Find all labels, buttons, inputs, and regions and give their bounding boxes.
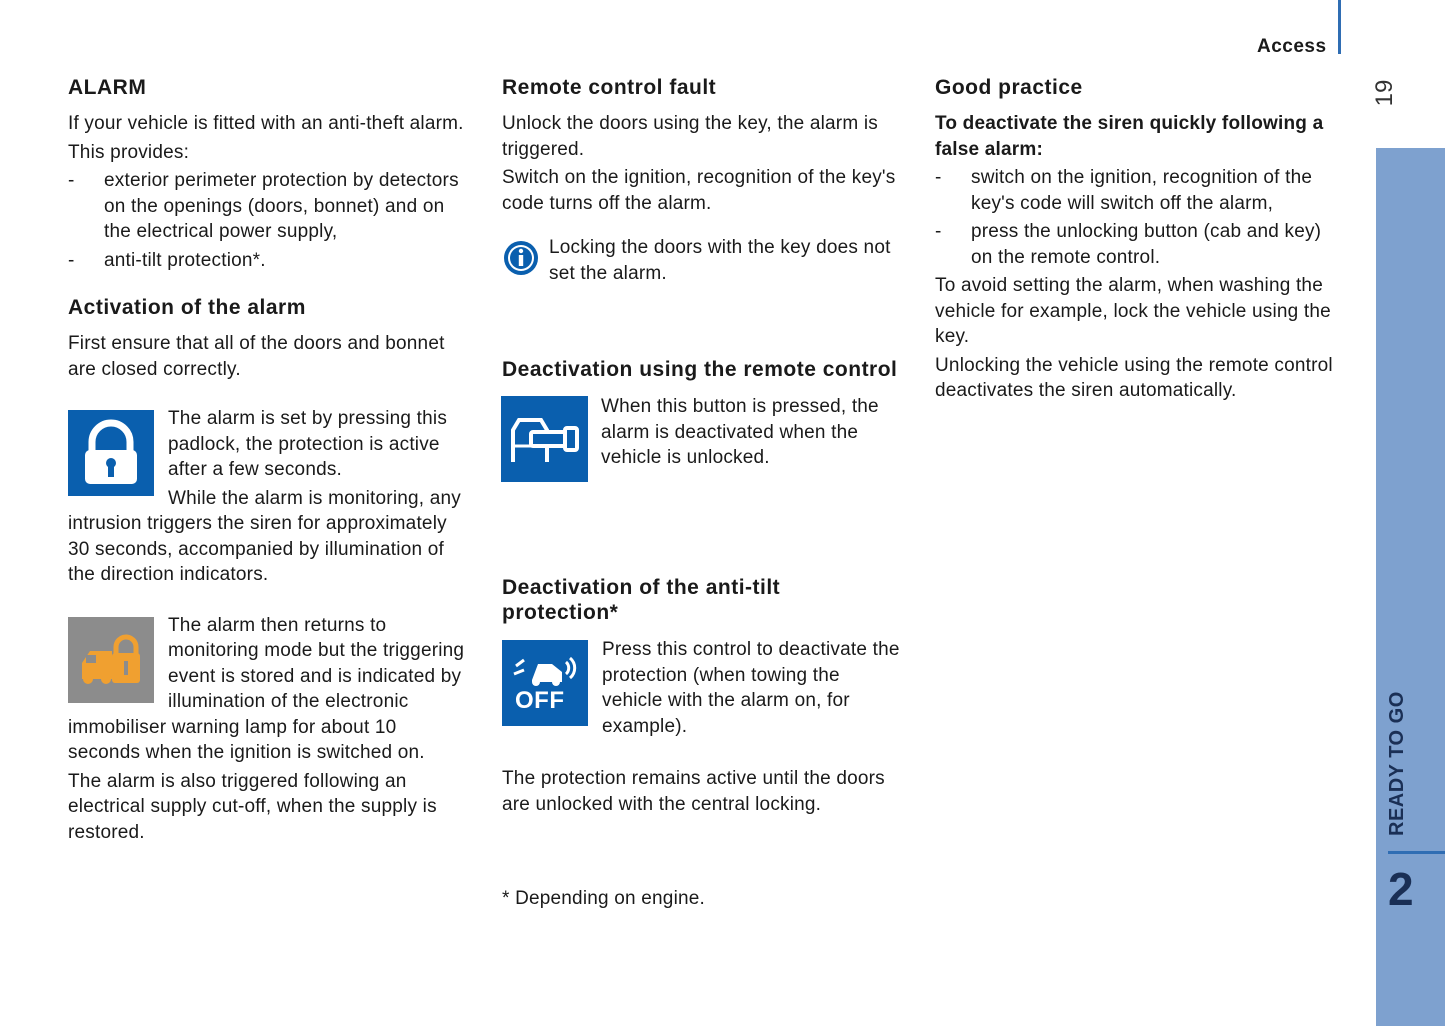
activation-text: First ensure that all of the doors and bonnet are closed correctly.: [68, 333, 445, 380]
good-practice-heading: Good practice: [935, 76, 1083, 99]
list-item: - switch on the ignition, recognition of the key's code will switch off the alarm,: [935, 167, 1313, 214]
off-label: OFF: [515, 687, 565, 714]
info-icon: [502, 239, 540, 277]
info-note: Locking the doors with the key does not set the alarm.: [549, 237, 891, 284]
list-item: - anti-tilt protection*.: [68, 249, 266, 271]
chapter-number: 2: [1388, 863, 1414, 915]
antitilt-text: Press this control to deactivate the protection (when towing the vehicle with the alarm on, for example).: [602, 639, 900, 737]
monitoring-text: While the alarm is monitoring, any intrusion triggers the siren for approximately 30 seconds, accompanied by illumination of the direction indicators.: [68, 487, 461, 585]
fault-text-1: Unlock the doors using the key, the alarm is triggered.: [502, 113, 878, 160]
remote-heading: Deactivation using the remote control: [502, 358, 898, 381]
column-remote: [502, 75, 910, 216]
header-accent-line: [1338, 0, 1341, 54]
fault-heading: Remote control fault: [502, 76, 717, 99]
chapter-accent-line: [1388, 851, 1445, 854]
list-item: - exterior perimeter protection by detectors on the openings (doors, bonnet) and on the electrical power supply,: [68, 170, 459, 242]
remote-control-deactivate-icon: [501, 396, 588, 482]
padlock-icon: [68, 410, 154, 496]
fault-text-2: Switch on the ignition, recognition of the key's code turns off the alarm.: [502, 167, 896, 214]
page-number: 19: [1371, 79, 1398, 107]
padlock-block: [68, 406, 473, 588]
warning-block: [68, 613, 473, 766]
column-alarm: [68, 75, 473, 845]
remains-text: The protection remains active until the doors are unlocked with the central locking.: [502, 768, 885, 815]
chapter-title: READY TO GO: [1386, 691, 1408, 836]
antitilt-heading: Deactivation of the anti-tilt protection*: [502, 576, 781, 624]
warning-text: The alarm then returns to monitoring mode but the triggering event is stored and is indicated by illumination of the electronic immobiliser warning lamp for about 10 seconds when the ignition is switched on.: [68, 614, 465, 763]
immobiliser-warning-icon: [68, 617, 154, 703]
alarm-heading: ALARM: [68, 76, 147, 99]
padlock-text: The alarm is set by pressing this padlock, the protection is active after a few seconds.: [168, 408, 448, 480]
unlocking-text: Unlocking the vehicle using the remote control deactivates the siren automatically.: [935, 354, 1333, 401]
alarm-intro: If your vehicle is fitted with an anti-theft alarm.: [68, 113, 464, 134]
cutoff-text: The alarm is also triggered following an electrical supply cut-off, when the supply is restored.: [68, 770, 437, 843]
alarm-provides: This provides:: [68, 141, 190, 163]
anti-tilt-off-icon: [502, 640, 588, 726]
washing-text: To avoid setting the alarm, when washing the vehicle for example, lock the vehicle using the key.: [935, 275, 1331, 347]
column-good-practice: [935, 75, 1345, 404]
activation-heading: Activation of the alarm: [68, 296, 306, 319]
section-title: Access: [1257, 36, 1327, 57]
footnote: * Depending on engine.: [502, 888, 706, 909]
siren-subheading: To deactivate the siren quickly following a false alarm:: [935, 113, 1324, 160]
remote-text: When this button is pressed, the alarm is deactivated when the vehicle is unlocked.: [601, 396, 879, 468]
list-item: - press the unlocking button (cab and key) on the remote control.: [935, 221, 1322, 268]
